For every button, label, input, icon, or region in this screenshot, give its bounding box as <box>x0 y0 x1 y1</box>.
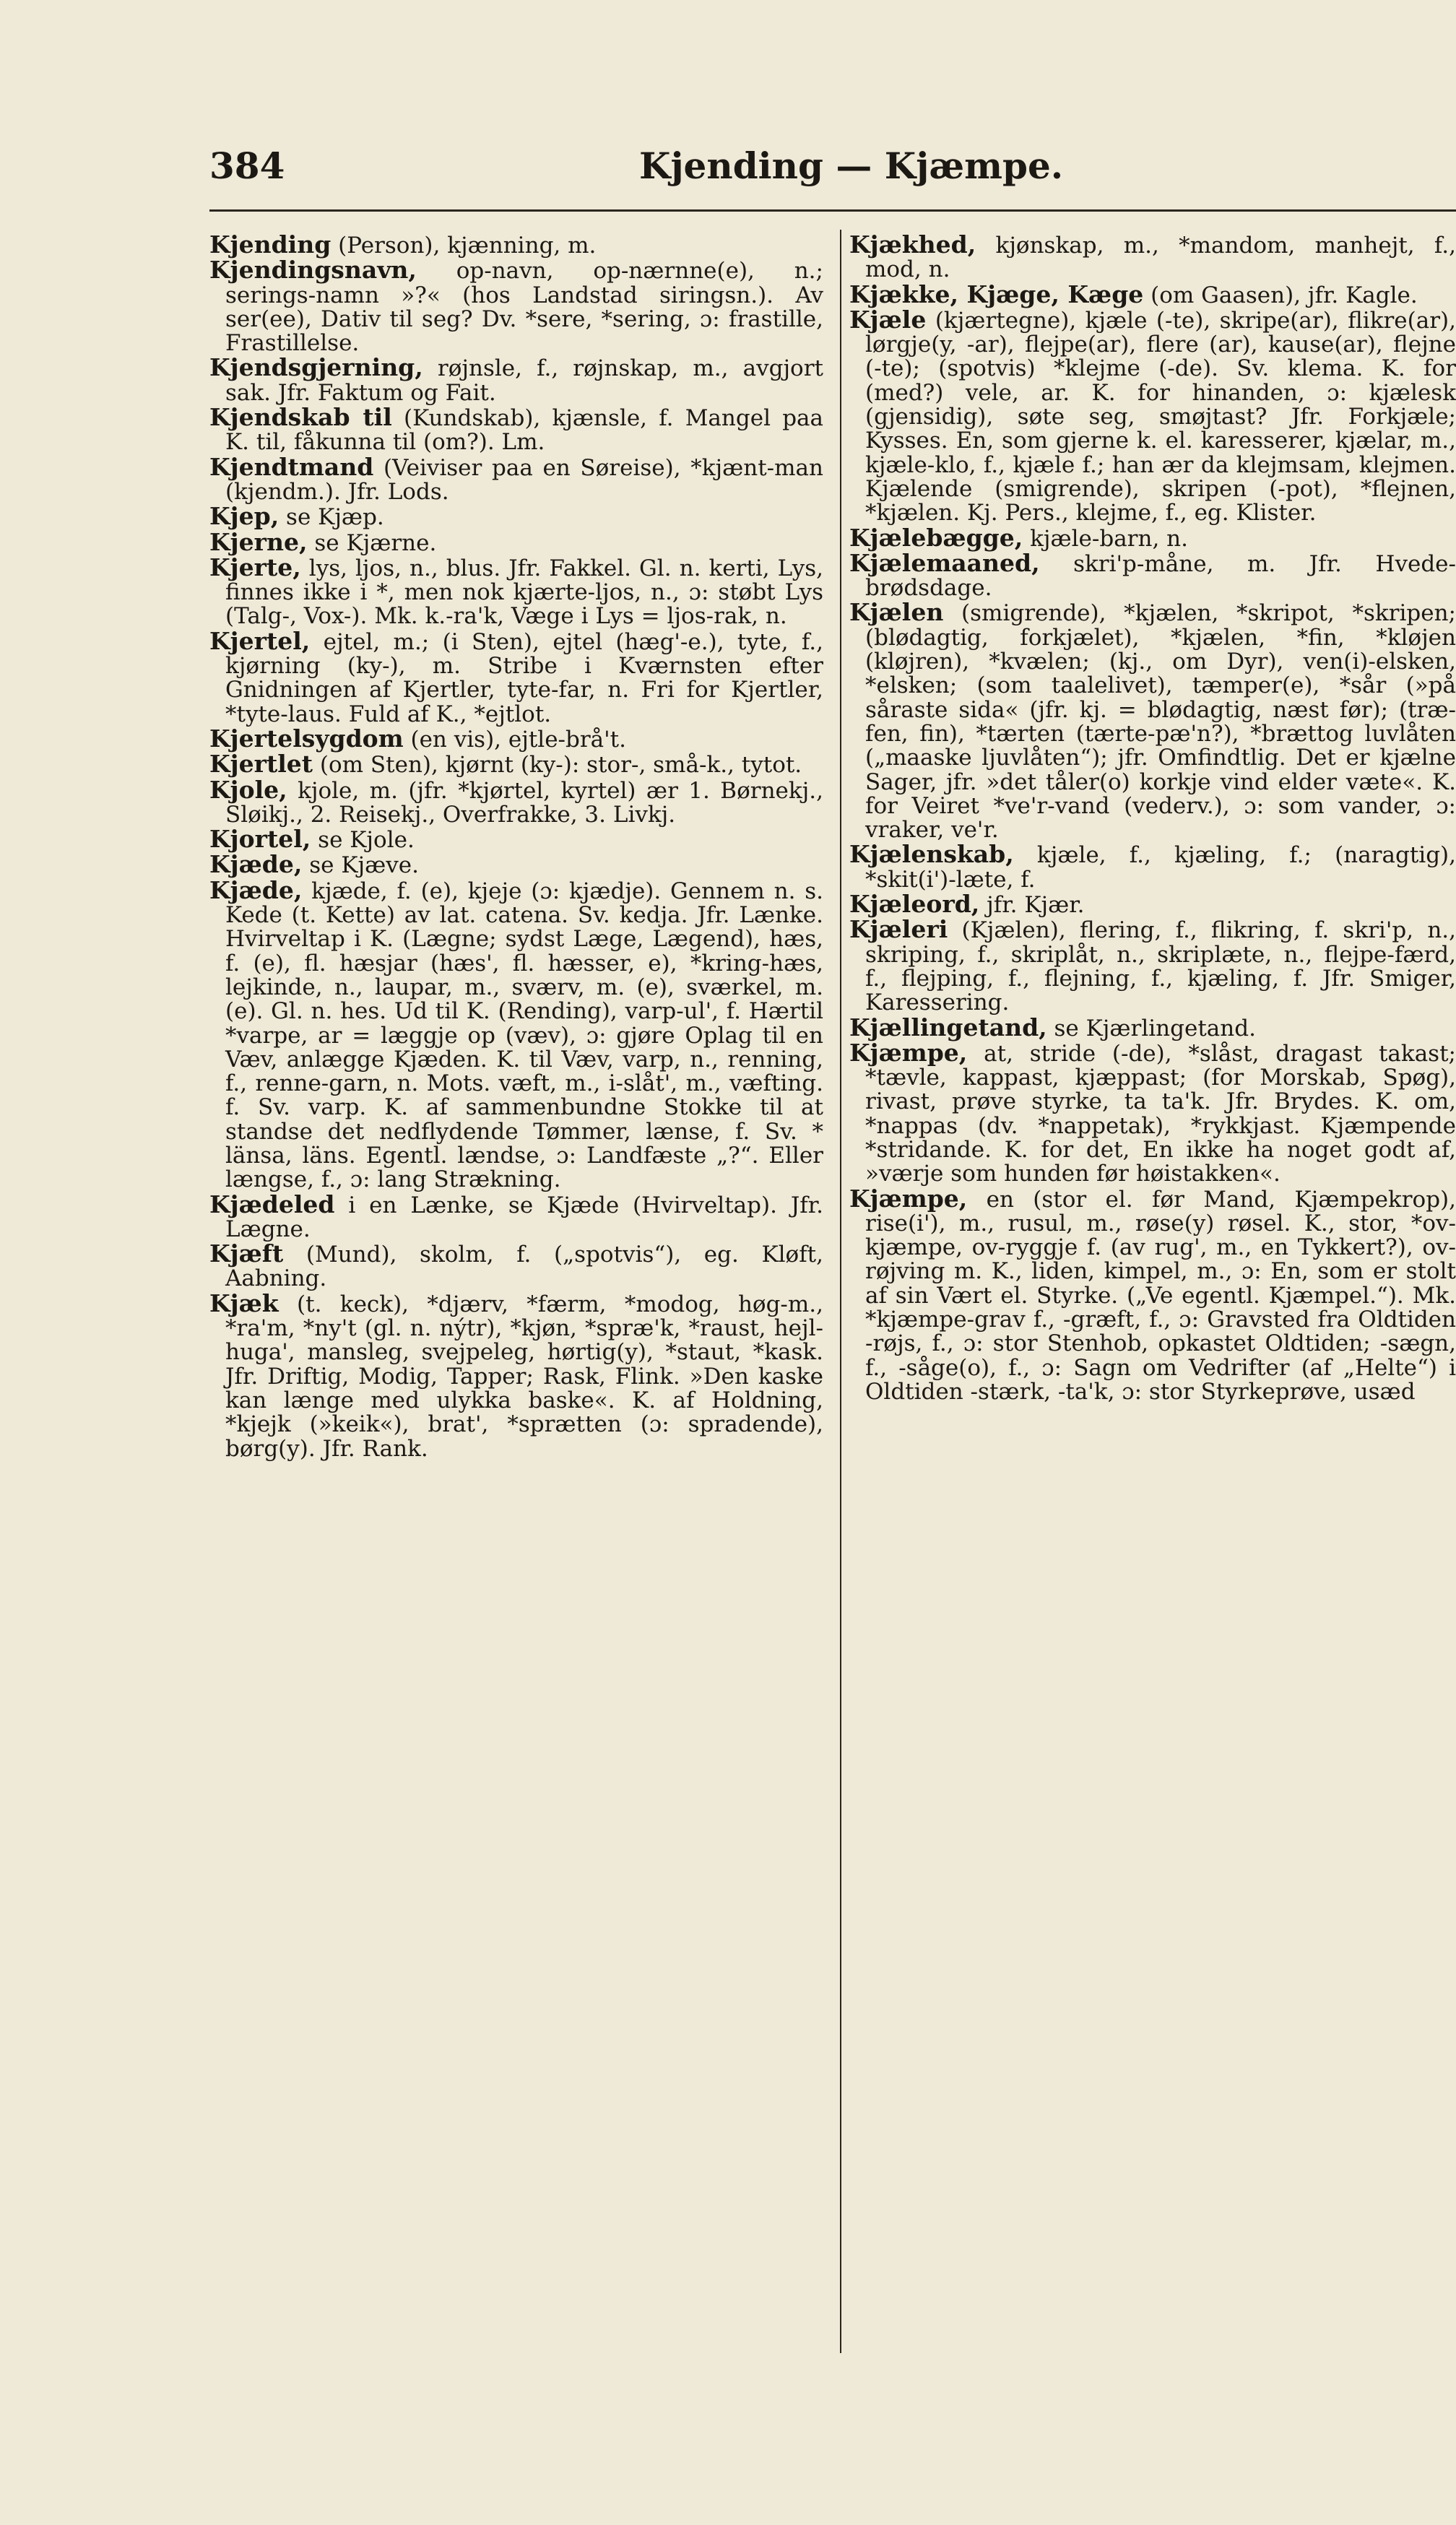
header-rule <box>209 209 1456 212</box>
entry-headword: Kjække, Kjæge, Kæge <box>849 280 1144 308</box>
dictionary-entry <box>849 1038 1456 1187</box>
entry-definition: (Person), kjænning, m. <box>338 233 597 259</box>
entry-headword: Kjæft <box>209 1239 284 1268</box>
dictionary-entry <box>849 523 1456 552</box>
dictionary-entry <box>849 305 1456 527</box>
entry-headword: Kjertelsygdom <box>209 724 404 753</box>
entry-headword: Kjep, <box>209 502 280 531</box>
entry-definition: (smigrende), *kjælen, *skripot, *skripen; (blødagtig, forkjælet), *kjælen, *fin, *kløjen (kløjren), *kvælen; (kj., om Dyr), ven(i)-elsken, *elsken; (som taalelivet), tæmper(e), *sår (»på såraste sida« (jfr. kj. = blødagtig, næst før); (træfen, fin), *tærten (tærte-pæ'n?), *brættog luvlåten („maaske ljuvlåten“); jfr. Omfindtlig. Det er kjælne Sager, jfr. »det tåler(o) korkje vind elder væte«. K. for Veiret *ve'r-vand (vederv.), ɔ: som vander, ɔ: vraker, ve'r. <box>865 600 1456 844</box>
dictionary-entry <box>849 1015 1456 1041</box>
dictionary-entry <box>209 626 823 727</box>
entry-definition: (Kundskab), kjænsle, f. Mangel paa K. til, fåkunna til (om?). Lm. <box>225 405 823 456</box>
dictionary-entry <box>209 1291 823 1461</box>
entry-headword: Kjælemaaned, <box>849 548 1040 577</box>
entry-headword: Kjællingetand, <box>849 1013 1047 1041</box>
entry-headword: Kjælebægge, <box>849 523 1023 552</box>
entry-headword: Kjæde, <box>209 875 303 904</box>
page-header <box>209 144 1444 202</box>
entry-definition: (t. keck), *djærv, *færm, *modog, høg-m., *ra'm, *ny't (gl. n. nýtr), *kjøn, *spræ'k, *raust, hejl-huga', mansleg, svejpeleg, hørtig(y), *staut, *kask. Jfr. Driftig, Modig, Tapper; Rask, Flink. »Den kaske kan længe med ulykka baske«. K. af Holdning, *kjejk (»keik«), brat', *sprætten (ɔ: spradende), børg(y). Jfr. Rank. <box>225 1291 823 1462</box>
entry-headword: Kjertel, <box>209 626 311 655</box>
entry-definition: skri'p-måne, m. Jfr. Hvedebrødsdage. <box>865 550 1456 602</box>
dictionary-entry <box>209 233 823 258</box>
dictionary-entry <box>849 600 1456 842</box>
entry-headword: Kjæleri <box>849 915 948 944</box>
entry-headword: Kjendtmand <box>209 452 374 481</box>
entry-headword: Kjertlet <box>209 750 313 779</box>
entry-headword: Kjæle <box>849 305 927 334</box>
dictionary-entry <box>849 233 1456 282</box>
running-title: Kjending — Kjæmpe. <box>639 144 1064 187</box>
entry-headword: Kjendingsnavn, <box>209 256 417 285</box>
entry-definition: kjæde, f. (e), kjeje (ɔ: kjædje). Gennem n. s. Kede (t. Kette) av lat. catena. Sv. kedja. Jfr. Lænke. Hvirveltap i K. (Lægne; sydst Læge, Lægend), hæs, f. (e), fl. hæsjar (hæs', fl. hæsser, e), *kring-hæs, lejkinde, n., laupar, m., sværv, m. (e), sværkel, m. (e). Gl. n. hes. Ud til K. (Rending), varp-ul', f. Hærtil *varpe, ar = læggje op (væv), ɔ: gjøre Oplag til en Væv, anlægge Kjæden. K. til Væv, varp, n., renning, f., renne-garn, n. Mots. væft, m., i-slåt', m., væfting. f. Sv. varp. K. af sammenbundne Stokke til at standse det nedflydende Tømmer, lænse, f. Sv. * länsa, läns. Egentl. lændse, ɔ: Landfæste „?“. Eller længse, f., ɔ: lang Strækning. <box>225 878 823 1193</box>
entry-definition: (om Sten), kjørnt (ky-): stor-, små-k., tytot. <box>319 752 802 779</box>
entry-definition: ejtel, m.; (i Sten), ejtel (hæg'-e.), tyte, f., kjørning (ky-), m. Stribe i Kværnsten efter Gnidningen af Kjertler, tyte-far, n. Fri for Kjertler, *tyte-laus. Fuld af K., *ejtlot. <box>225 628 823 727</box>
dictionary-entry <box>209 724 823 753</box>
entry-definition: (Mund), skolm, f. („spotvis“), eg. Kløft, Aabning. <box>225 1242 823 1292</box>
entry-definition: se Kjærne. <box>314 529 437 556</box>
dictionary-entry <box>209 355 823 405</box>
dictionary-entry <box>849 1184 1456 1405</box>
entry-headword: Kjæde, <box>209 850 303 879</box>
page-number: 384 <box>209 144 285 187</box>
entry-definition: (Veiviser paa en Søreise), *kjænt-man (kjendm.). Jfr. Lods. <box>225 454 823 505</box>
entry-definition: en (stor el. før Mand, Kjæmpekrop), rise(i'), m., rusul, m., røse(y) røsel. K., stor, *ov-kjæmpe, ov-ryggje f. (av rug', m., en Tykkert?), ov-røjving m. K., liden, kimpel, m., ɔ: En, som er stolt af sin Vært el. Styrke. („Ve egentl. Kjæmpel.“). Mk. *kjæmpe-grav f., -græft, f., ɔ: Gravsted fra Oldtiden -røjs, f., ɔ: stor Stenhob, opkastet Oldtiden; -sægn, f., -såge(o), f., ɔ: Sagn om Vedrifter (af „Helte“) i Oldtiden -stærk, -ta'k, ɔ: stor Styrkeprøve, usæd <box>865 1186 1456 1405</box>
entry-headword: Kjortel, <box>209 825 311 854</box>
entry-headword: Kjendskab til <box>209 403 392 432</box>
dictionary-entry <box>849 917 1456 1015</box>
entry-headword: Kjælenskab, <box>849 840 1014 869</box>
dictionary-entry <box>209 875 823 1193</box>
entry-headword: Kjælen <box>849 598 944 627</box>
entry-definition: (en vis), ejtle-brå't. <box>410 726 626 753</box>
dictionary-entry <box>209 527 823 556</box>
dictionary-entry <box>849 842 1456 892</box>
entry-headword: Kjæk <box>209 1289 279 1317</box>
entry-definition: lys, ljos, n., blus. Jfr. Fakkel. Gl. n. kerti, Lys, finnes ikke i *, men nok kjærte-ljos, n., ɔ: støbt Lys (Talg-, Vox-). Mk. k.-ra'k, Væge i Lys = ljos-rak, n. <box>225 555 823 630</box>
entry-definition: at, stride (-de), *slåst, dragast takast; *tævle, kappast, kjæppast; (for Morskab, Spøg), rivast, prøve styrke, ta ta'k. Jfr. Brydes. K. om, *nappas (dv. *nappetak), *rykkjast. Kjæmpende *stridande. K. for det, En ikke ha noget godt af, »værje som hunden før høistakken«. <box>865 1040 1456 1187</box>
entry-definition: kjæle-barn, n. <box>1030 525 1188 552</box>
entry-headword: Kjole, <box>209 775 287 804</box>
entry-definition: kjole, m. (jfr. *kjørtel, kyrtel) ær 1. Børnekj., Sløikj., 2. Reisekj., Overfrakke, 3. Livkj. <box>225 777 823 828</box>
entry-definition: se Kjæve. <box>309 852 419 879</box>
dictionary-entry <box>209 504 823 529</box>
dictionary-entry <box>209 258 823 355</box>
dictionary-entry <box>209 1192 823 1242</box>
entry-definition: op-navn, op-nærnne(e), n.; serings-namn »?« (hos Landstad siringsn.). Av ser(ee), Dativ til seg? Dv. *sere, *sering, ɔ: frastille, Frastillelse. <box>225 258 823 357</box>
entry-definition: se Kjærlingetand. <box>1054 1015 1256 1041</box>
entry-definition: se Kjole. <box>318 827 415 854</box>
entry-definition: se Kjæp. <box>286 504 384 531</box>
entry-definition: jfr. Kjær. <box>987 892 1085 919</box>
column-divider <box>840 230 841 2353</box>
dictionary-entry <box>209 452 823 505</box>
dictionary-entry <box>209 752 823 777</box>
dictionary-entry <box>209 852 823 878</box>
entry-definition: (kjærtegne), kjæle (-te), skripe(ar), flikre(ar), lørgje(y, -ar), flejpe(ar), flere (ar), kause(ar), flejne (-te); (spotvis) *klejme (-de). Sv. klema. K. for (med?) vele, ar. K. for hinanden, ɔ: kjælesk (gjensidig), søte seg, smøjtast? Jfr. Forkjæle; Kysses. En, som gjerne k. el. karesserer, kjælar, m., kjæle-klo, f., kjæle f.; han ær da klejmsam, klejmen. Kjælende (smigrende), skripen (-pot), *flejnen, *kjælen. Kj. Pers., klejme, f., eg. Klister. <box>865 307 1456 527</box>
right-column <box>849 233 1456 2363</box>
dictionary-entry <box>209 405 823 455</box>
dictionary-entry <box>849 282 1456 308</box>
entry-definition: røjnsle, f., røjnskap, m., avgjort sak. Jfr. Faktum og Fait. <box>225 355 823 406</box>
entry-headword: Kjerte, <box>209 553 301 581</box>
entry-headword: Kjæmpe, <box>849 1038 968 1067</box>
entry-headword: Kjæmpe, <box>849 1184 968 1213</box>
dictionary-entry <box>209 555 823 629</box>
entry-definition: (om Gaasen), jfr. Kagle. <box>1150 282 1418 308</box>
entry-headword: Kjæleord, <box>849 890 980 919</box>
entry-headword: Kjædeled <box>209 1190 335 1218</box>
dictionary-entry <box>209 775 823 828</box>
left-column <box>209 233 823 2363</box>
entry-definition: kjønskap, m., *mandom, manhejt, f., mod, n. <box>865 233 1456 283</box>
entry-headword: Kjendsgjerning, <box>209 353 423 382</box>
entry-definition: kjæle, f., kjæling, f.; (naragtig), *skit(i')-læte, f. <box>865 842 1456 893</box>
entry-definition: i en Lænke, se Kjæde (Hvirveltap). Jfr. Lægne. <box>225 1192 823 1242</box>
dictionary-entry <box>849 892 1456 917</box>
entry-headword: Kjending <box>209 233 332 259</box>
entry-definition: (Kjælen), flering, f., flikring, f. skri'p, n., skriping, f., skriplåt, n., skriplæte, n., flejpe-færd, f., flejping, f., flejning, f., kjæling, f. Jfr. Smiger, Karessering. <box>865 917 1456 1016</box>
dictionary-entry <box>209 1239 823 1292</box>
entry-headword: Kjækhed, <box>849 233 976 259</box>
dictionary-entry <box>209 827 823 852</box>
entry-headword: Kjerne, <box>209 527 308 556</box>
dictionary-entry <box>849 548 1456 602</box>
